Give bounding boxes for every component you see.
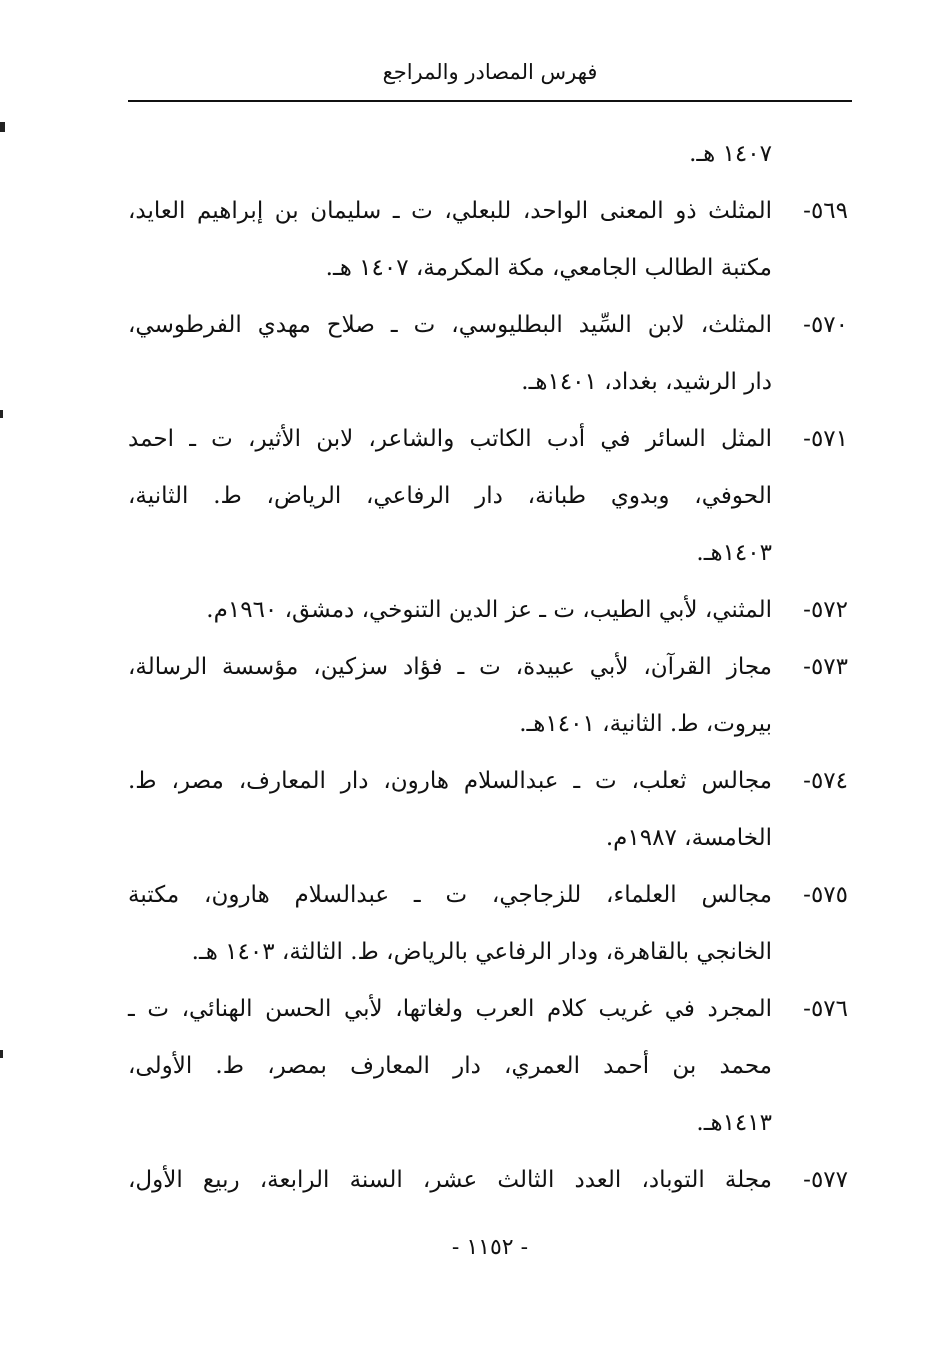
reference-line <box>128 586 848 643</box>
reference-text: مجلة التوباد، العدد الثالث عشر، السنة الرابعة، ربيع الأول، <box>128 1167 772 1193</box>
reference-text: المثل السائر في أدب الكاتب والشاعر، لابن الأثير، ت ـ احمد <box>128 426 772 452</box>
reference-line <box>128 130 848 187</box>
reference-line <box>128 643 848 700</box>
reference-line <box>128 244 848 301</box>
reference-line <box>128 1042 848 1099</box>
reference-number: ٥٧٣- <box>803 654 848 680</box>
reference-text: مجالس العلماء، للزجاجي، ت ـ عبدالسلام هارون، مكتبة <box>128 882 772 908</box>
reference-text: مجاز القرآن، لأبي عبيدة، ت ـ فؤاد سزكين، مؤسسة الرسالة، <box>128 654 772 680</box>
reference-line <box>128 187 848 244</box>
reference-number: ٥٧١- <box>803 426 848 452</box>
reference-number: ٥٧٥- <box>803 882 848 908</box>
reference-number: ٥٧٠- <box>803 312 848 338</box>
reference-text: الخانجي بالقاهرة، ودار الرفاعي بالرياض، ط. الثالثة، ١٤٠٣ هـ. <box>191 939 772 965</box>
reference-text: مجالس ثعلب، ت ـ عبدالسلام هارون، دار المعارف، مصر، ط. <box>128 768 772 794</box>
header-divider <box>128 100 852 102</box>
reference-line <box>128 301 848 358</box>
reference-text: ١٤٠٧ هـ. <box>689 141 772 167</box>
reference-number: ٥٧٧- <box>803 1167 848 1193</box>
reference-text: المجرد في غريب كلام العرب ولغاتها، لأبي الحسن الهنائي، ت ـ <box>128 996 772 1022</box>
reference-line <box>128 700 848 757</box>
reference-text: الحوفي، وبدوي طبانة، دار الرفاعي، الرياض، ط. الثانية، <box>128 483 772 509</box>
reference-line <box>128 1156 848 1213</box>
scan-mark <box>0 122 5 132</box>
reference-number: ٥٦٩- <box>803 198 848 224</box>
reference-line <box>128 757 848 814</box>
reference-number: ٥٧٤- <box>803 768 848 794</box>
reference-text: ١٤٠٣هـ. <box>696 540 772 566</box>
reference-number: ٥٧٦- <box>803 996 848 1022</box>
references-list <box>128 130 848 1213</box>
reference-text: مكتبة الطالب الجامعي، مكة المكرمة، ١٤٠٧ هـ. <box>325 255 772 281</box>
reference-line <box>128 871 848 928</box>
reference-text: دار الرشيد، بغداد، ١٤٠١هـ. <box>521 369 772 395</box>
reference-line <box>128 472 848 529</box>
reference-text: الخامسة، ١٩٨٧م. <box>605 825 772 851</box>
reference-number: ٥٧٢- <box>803 597 848 623</box>
reference-text: بيروت، ط. الثانية، ١٤٠١هـ. <box>519 711 772 737</box>
reference-text: محمد بن أحمد العمري، دار المعارف بمصر، ط. الأولى، <box>128 1053 772 1079</box>
reference-text: المثلث ذو المعنى الواحد، للبعلي، ت ـ سليمان بن إبراهيم العايد، <box>128 198 772 224</box>
reference-line <box>128 529 848 586</box>
reference-text: المثلث، لابن السِّيد البطليوسي، ت ـ صلاح مهدي الفرطوسي، <box>128 312 772 338</box>
reference-text: المثني، لأبي الطيب، ت ـ عز الدين التنوخي، دمشق، ١٩٦٠م. <box>206 597 772 623</box>
page-number: - ١١٥٢ - <box>451 1235 529 1260</box>
reference-text: ١٤١٣هـ. <box>696 1110 772 1136</box>
reference-line <box>128 814 848 871</box>
reference-line <box>128 928 848 985</box>
reference-line <box>128 415 848 472</box>
page-header-title: فهرس المصادر والمراجع <box>382 60 598 84</box>
scan-mark <box>0 1050 3 1058</box>
reference-line <box>128 985 848 1042</box>
reference-line <box>128 358 848 415</box>
reference-line <box>128 1099 848 1156</box>
scan-mark <box>0 410 3 418</box>
